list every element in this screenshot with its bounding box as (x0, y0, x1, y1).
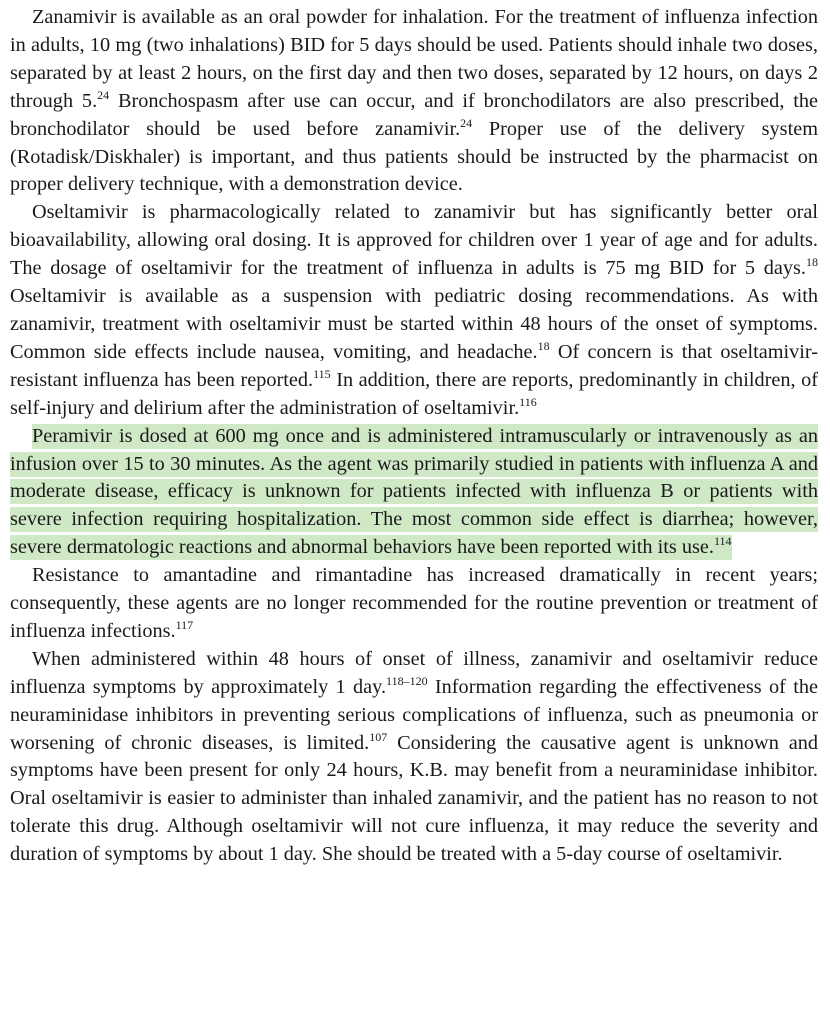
citation-superscript: 24 (97, 87, 110, 102)
paragraph-text: Of concern is that oseltamivir-resistant influenza has been reported. (10, 340, 818, 391)
citation-superscript: 117 (175, 617, 194, 632)
highlighted-passage (10, 424, 818, 561)
citation-superscript: 116 (519, 394, 537, 409)
citation-superscript: 118–120 (386, 673, 428, 688)
paragraph-text: When administered within 48 hours of onset of illness, zanamivir and oseltamivir reduce influenza symptoms by approximately 1 day. (10, 647, 818, 698)
paragraph-text: Considering the causative agent is unknown and symptoms have been present for only 24 hours, K.B. may benefit from a neuraminidase inhibitor. Oral oseltamivir is easier to administer than inhaled zanamivir, and the patient has no reason to not tolerate this drug. Although oseltamivir will not cure influenza, it may reduce the severity and duration of symptoms by about 1 day. She should be treated with a 5-day course of oseltamivir. (10, 731, 819, 866)
citation-superscript: 115 (313, 366, 331, 381)
paragraph-conclusion (10, 646, 818, 869)
paragraph-text: Oseltamivir is available as a suspension with pediatric dosing recommendations. As with zanamivir, treatment with oseltamivir must be started within 48 hours of the onset of symptoms. Common side effects include nausea, vomiting, and headache. (10, 285, 818, 363)
paragraph-text: Oseltamivir is pharmacologically related to zanamivir but has significantly better oral bioavailability, allowing oral dosing. It is approved for children over 1 year of age and for adults. The dosage of oseltamivir for the treatment of influenza in adults is 75 mg BID for 5 days. (10, 201, 818, 280)
paragraph-text: Proper use of the delivery system (Rotadisk/Diskhaler) is important, and thus patients should be instructed by the pharmacist on proper delivery technique, with a demonstration device. (10, 117, 818, 196)
citation-superscript: 114 (713, 534, 732, 549)
paragraph-peramivir (10, 423, 818, 563)
paragraph-text: Bronchospasm after use can occur, and if bronchodilators are also prescribed, the bronchodilator should be used before zanamivir. (10, 89, 819, 140)
paragraph-text: Zanamivir is available as an oral powder for inhalation. For the treatment of influenza infection in adults, 10 mg (two inhalations) BID for 5 days should be used. Patients should inhale two doses, separated by at least 2 hours, on the first day and then two doses, separated by 12 hours, on days 2 through 5. (10, 6, 818, 112)
citation-superscript: 18 (537, 338, 550, 353)
paragraph-text: In addition, there are reports, predominantly in children, of self-injury and delirium after the administration of oseltamivir. (10, 368, 818, 419)
document-page (10, 4, 818, 869)
paragraph-oseltamivir (10, 199, 818, 422)
paragraph-zanamivir (10, 4, 818, 199)
paragraph-text: Resistance to amantadine and rimantadine has increased dramatically in recent years; consequently, these agents are no longer recommended for the routine prevention or treatment of influenza infections. (10, 564, 818, 642)
paragraph-text: Information regarding the effectiveness of the neuraminidase inhibitors in preventing serious complications of influenza, such as pneumonia or worsening of chronic diseases, is limited. (10, 675, 819, 754)
paragraph-text: Peramivir is dosed at 600 mg once and is administered intramuscularly or intravenously as an infusion over 15 to 30 minutes. As the agent was primarily studied in patients with influenza A and moderate disease, efficacy is unknown for patients infected with influenza B or patients with severe infection requiring hospitalization. The most common side effect is diarrhea; however, severe dermatologic reactions and abnormal behaviors have been reported with its use. (10, 424, 818, 559)
citation-superscript: 18 (806, 255, 818, 270)
paragraph-resistance (10, 562, 818, 646)
citation-superscript: 24 (460, 115, 473, 130)
citation-superscript: 107 (369, 729, 388, 744)
